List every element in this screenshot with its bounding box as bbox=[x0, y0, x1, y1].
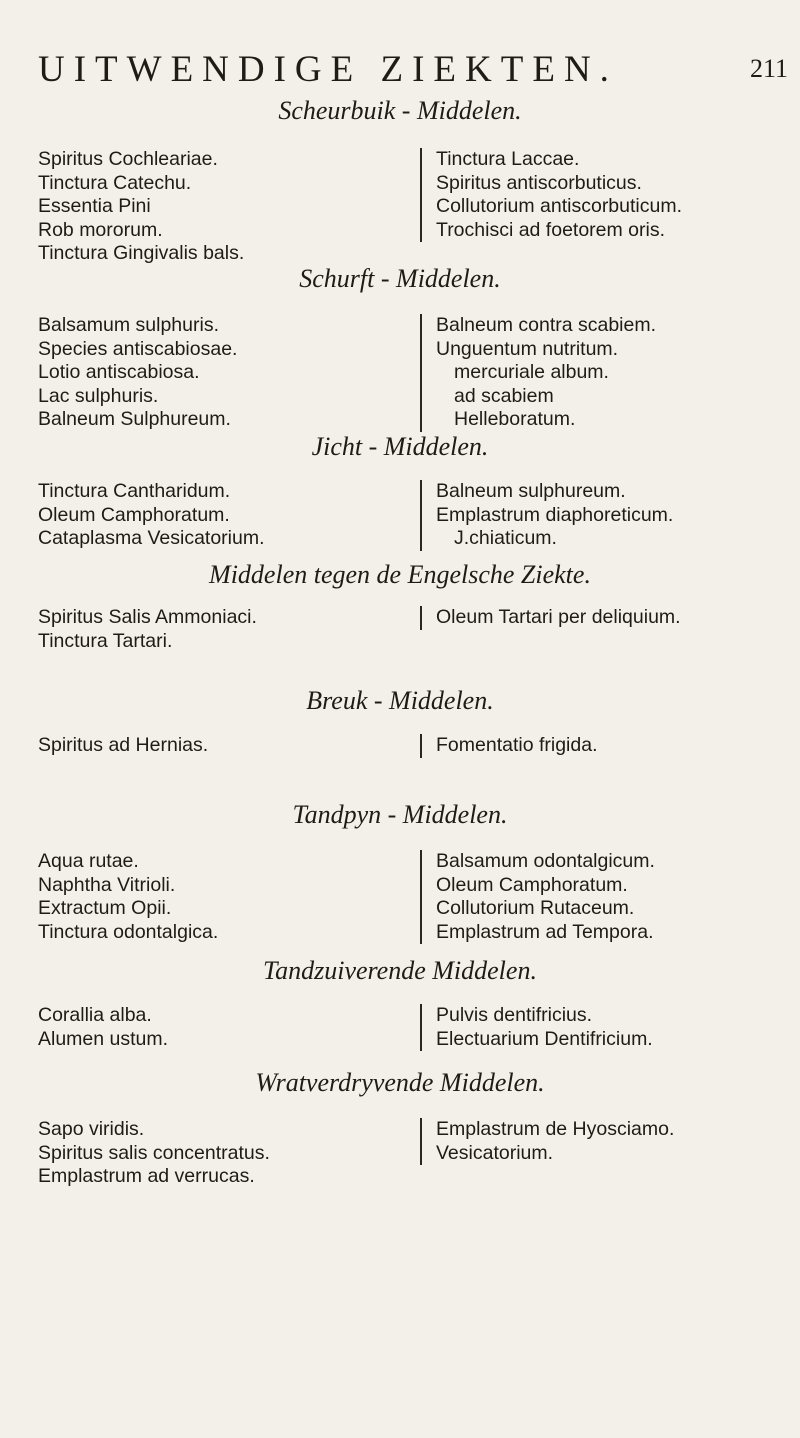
remedy-item: Pulvis dentifricius. bbox=[436, 1004, 593, 1026]
remedy-item: Balneum Sulphureum. bbox=[38, 408, 231, 430]
remedy-item: Essentia Pini bbox=[38, 195, 151, 217]
remedy-item: Electuarium Dentifricium. bbox=[436, 1027, 653, 1050]
remedy-item: Tinctura odontalgica. bbox=[38, 920, 219, 943]
remedy-item: Vesicatorium. bbox=[436, 1141, 554, 1164]
remedy-list-right bbox=[420, 480, 673, 551]
remedy-item: Tinctura Laccae. bbox=[436, 148, 580, 170]
remedy-list-left bbox=[38, 734, 208, 758]
section-title-scheurbuik: Scheurbuik - Middelen. bbox=[278, 96, 522, 125]
remedy-list-right bbox=[420, 1118, 674, 1165]
remedy-list-left bbox=[38, 480, 265, 551]
remedy-item: Balneum contra scabiem. bbox=[436, 314, 657, 336]
remedy-list-right bbox=[420, 734, 598, 758]
remedy-item: Tinctura Gingivalis bals. bbox=[38, 242, 245, 264]
remedy-item: Collutorium antiscorbuticum. bbox=[436, 195, 683, 217]
remedy-list-right bbox=[420, 148, 682, 242]
remedy-item: Tinctura Tartari. bbox=[38, 629, 173, 652]
remedy-item: Naphtha Vitrioli. bbox=[38, 873, 176, 896]
remedy-item: J.chiaticum. bbox=[454, 527, 557, 549]
remedy-item: Emplastrum de Hyosciamo. bbox=[436, 1118, 675, 1140]
remedy-item: Rob mororum. bbox=[38, 218, 163, 241]
section-title-breuk: Breuk - Middelen. bbox=[306, 686, 494, 715]
remedy-item: Balsamum odontalgicum. bbox=[436, 850, 655, 872]
section-title-tandpyn: Tandpyn - Middelen. bbox=[292, 800, 508, 829]
remedy-item: Tinctura Cantharidum. bbox=[38, 480, 231, 502]
page-number: 211 bbox=[750, 54, 789, 83]
remedy-item: Helleboratum. bbox=[454, 408, 576, 430]
remedy-item: Lotio antiscabiosa. bbox=[38, 361, 200, 383]
section-title-tandzuiverende: Tandzuiverende Middelen. bbox=[263, 956, 537, 985]
remedy-item: Emplastrum ad verrucas. bbox=[38, 1165, 255, 1187]
remedy-item: Fomentatio frigida. bbox=[436, 734, 598, 756]
remedy-list-left bbox=[38, 148, 244, 266]
remedy-item: Alumen ustum. bbox=[38, 1027, 169, 1050]
section-title-engelsche-ziekte: Middelen tegen de Engelsche Ziekte. bbox=[209, 560, 591, 589]
remedy-item: Balsamum sulphuris. bbox=[38, 314, 219, 336]
remedy-item: Balneum sulphureum. bbox=[436, 480, 626, 502]
remedy-list-left bbox=[38, 314, 237, 432]
remedy-item: Spiritus ad Hernias. bbox=[38, 734, 209, 756]
remedy-item: Spiritus Salis Ammoniaci. bbox=[38, 606, 257, 628]
remedy-item: ad scabiem bbox=[454, 384, 554, 407]
remedy-item: Oleum Camphoratum. bbox=[38, 503, 230, 526]
section-title-schurft: Schurft - Middelen. bbox=[299, 264, 501, 293]
remedy-item: Spiritus Cochleariae. bbox=[38, 148, 218, 170]
remedy-item: Oleum Camphoratum. bbox=[436, 873, 628, 896]
remedy-list-right bbox=[420, 314, 656, 432]
remedy-list-left bbox=[38, 606, 257, 653]
remedy-item: mercuriale album. bbox=[454, 361, 609, 383]
section-title-wratverdryvende: Wratverdryvende Middelen. bbox=[255, 1068, 545, 1097]
remedy-item: Spiritus antiscorbuticus. bbox=[436, 171, 642, 194]
section-title-jicht: Jicht - Middelen. bbox=[311, 432, 489, 461]
remedy-list-right bbox=[420, 1004, 653, 1051]
remedy-list-left bbox=[38, 850, 218, 944]
remedy-item: Collutorium Rutaceum. bbox=[436, 897, 635, 919]
remedy-item: Extractum Opii. bbox=[38, 897, 172, 919]
remedy-item: Corallia alba. bbox=[38, 1004, 152, 1026]
remedy-item: Lac sulphuris. bbox=[38, 384, 159, 407]
remedy-list-right bbox=[420, 606, 681, 630]
remedy-item: Tinctura Catechu. bbox=[38, 171, 192, 194]
remedy-list-left bbox=[38, 1004, 168, 1051]
remedy-list-left bbox=[38, 1118, 270, 1189]
remedy-item: Species antiscabiosae. bbox=[38, 337, 238, 360]
remedy-item: Oleum Tartari per deliquium. bbox=[436, 606, 681, 628]
remedy-item: Emplastrum diaphoreticum. bbox=[436, 503, 674, 526]
remedy-item: Unguentum nutritum. bbox=[436, 337, 619, 360]
remedy-item: Trochisci ad foetorem oris. bbox=[436, 218, 666, 241]
remedy-list-right bbox=[420, 850, 655, 944]
remedy-item: Sapo viridis. bbox=[38, 1118, 145, 1140]
remedy-item: Aqua rutae. bbox=[38, 850, 139, 872]
remedy-item: Spiritus salis concentratus. bbox=[38, 1141, 270, 1164]
remedy-item: Cataplasma Vesicatorium. bbox=[38, 527, 265, 549]
running-title: UITWENDIGE ZIEKTEN. bbox=[38, 49, 618, 90]
remedy-item: Emplastrum ad Tempora. bbox=[436, 920, 654, 943]
